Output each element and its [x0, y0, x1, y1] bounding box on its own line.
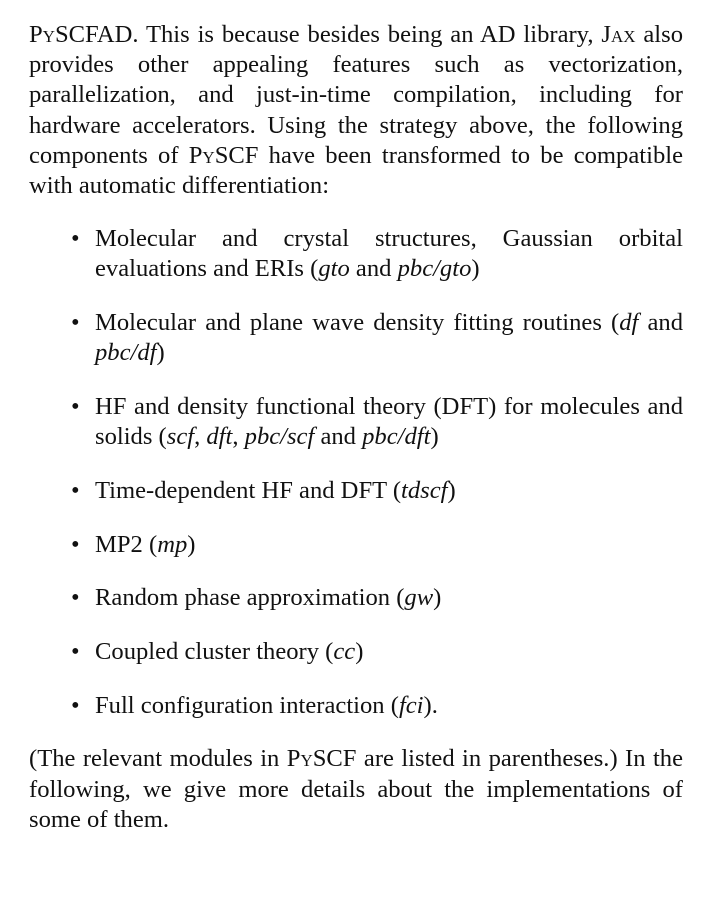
- module-name: pbc/dft: [362, 423, 431, 451]
- jax-name: Jax: [601, 21, 636, 48]
- module-name: dft: [206, 423, 233, 451]
- module-name: pbc/scf: [244, 423, 315, 451]
- module-name: tdscf: [401, 476, 448, 504]
- intro-text-1: . This is because besides being an AD library,: [132, 21, 602, 48]
- pyscf-name: PySCF: [286, 745, 357, 773]
- item-text: ): [355, 638, 364, 666]
- bullet-icon: •: [71, 584, 80, 612]
- item-text: ).: [423, 691, 438, 719]
- item-text: Molecular and plane wave density fitting routines (: [95, 309, 620, 337]
- item-text: ,: [194, 423, 207, 451]
- item-text: HF and density functional theory (DFT) for molecules and solids (: [95, 393, 683, 451]
- list-item: [29, 637, 683, 667]
- bullet-icon: •: [71, 691, 80, 719]
- closing-text-1: (The relevant modules in: [29, 745, 287, 773]
- module-name: gto: [318, 255, 350, 283]
- item-text: Time-dependent HF and DFT (: [95, 476, 402, 504]
- item-text: ): [471, 255, 480, 283]
- bullet-icon: •: [71, 309, 80, 337]
- bullet-icon: •: [71, 476, 80, 504]
- closing-paragraph: [29, 744, 683, 835]
- list-item: [29, 476, 683, 506]
- bullet-icon: •: [71, 638, 80, 666]
- item-text: Coupled cluster theory (: [95, 638, 334, 666]
- intro-text-2: also provides other appealing features such as vectorization, parallelization, and just-in-time compilation, including for hardware accelerators. Using the strategy above, the following components of: [29, 21, 683, 169]
- item-text: and: [314, 423, 363, 451]
- closing-text-2: are listed in parentheses.) In the following, we give more details about the implementations of some of them.: [29, 745, 684, 833]
- module-name: df: [619, 309, 639, 337]
- intro-text-3: have been transformed to be compatible with automatic differentiation:: [29, 141, 683, 200]
- item-text: ): [430, 423, 439, 451]
- item-text: and: [638, 309, 683, 337]
- item-text: Full configuration interaction (: [95, 691, 399, 719]
- item-text: ): [433, 584, 442, 612]
- item-text: ,: [232, 423, 245, 451]
- list-item: [29, 392, 683, 452]
- bullet-icon: •: [71, 225, 80, 253]
- bullet-icon: •: [71, 530, 80, 558]
- component-list: [29, 224, 683, 721]
- list-item: [29, 224, 683, 284]
- bullet-icon: •: [71, 393, 80, 421]
- item-text: ): [447, 476, 456, 504]
- intro-paragraph: [29, 20, 683, 201]
- item-text: ): [187, 530, 196, 558]
- list-item: [29, 583, 683, 613]
- item-text: Random phase approximation (: [95, 584, 405, 612]
- module-name: scf: [166, 423, 195, 451]
- item-text: MP2 (: [95, 530, 158, 558]
- pyscf-name: PySCF: [188, 141, 259, 169]
- list-item: [29, 691, 683, 721]
- module-name: mp: [157, 530, 188, 558]
- module-name: pbc/gto: [397, 255, 472, 283]
- document-page: [29, 20, 683, 835]
- list-item: [29, 530, 683, 560]
- module-name: cc: [333, 638, 356, 666]
- module-name: fci: [398, 691, 424, 719]
- item-text: and: [349, 255, 398, 283]
- module-name: gw: [404, 584, 434, 612]
- item-text: Molecular and crystal structures, Gaussian orbital evaluations and ERIs (: [95, 225, 683, 283]
- list-item: [29, 308, 683, 368]
- pyscfad-name: PySCFAD: [29, 21, 133, 48]
- module-name: pbc/df: [95, 339, 157, 367]
- item-text: ): [156, 339, 165, 367]
